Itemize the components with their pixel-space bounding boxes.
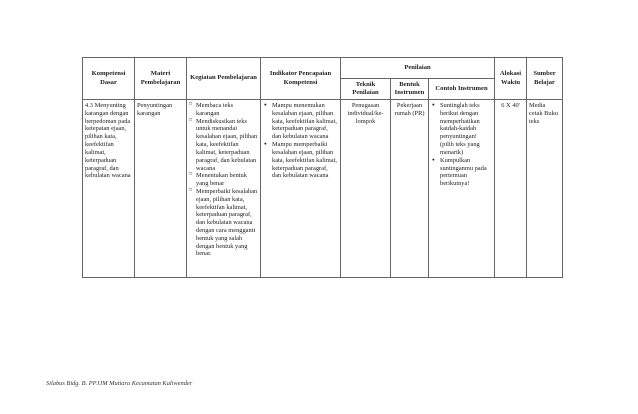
header-indikator: Indikator Pencapaian Kompetensi <box>261 58 341 100</box>
header-sumber: Sumber Belajar <box>527 58 563 100</box>
header-alokasi: Alokasi Waktu <box>495 58 527 100</box>
list-item: ● Kumpulkan suntinganmu pada pertemuan berikutnya! <box>431 157 492 188</box>
cell-teknik: Penugasan individual/ke-lompok <box>341 100 391 278</box>
header-kegiatan: Kegiatan Pembelajaran <box>187 58 261 100</box>
header-contoh: Contoh Instrumen <box>429 79 495 100</box>
header-row <box>83 58 563 79</box>
page-footer: Silabus Bidg. B. PPJJM Mutiara Kecamatan Kaliwender <box>46 380 193 387</box>
list-item: □ Mendiskusikan teks untuk menandai kesalahan ejaan, pilihan kata, keefektifan kalimat, keterpaduan paragraf, dan kebulatan wacana <box>189 118 258 173</box>
cell-bentuk: Pekerjaan rumah (PR) <box>391 100 429 278</box>
list-item: ● Mampu menemukan kesalahan ejaan, pilihan kata, keefektifan kalimat, keterpaduan paragraf, dan kebulatan wacana <box>263 102 338 141</box>
header-penilaian: Penilaian <box>341 58 495 79</box>
list-item: □ Menentukan bentuk yang benar <box>189 172 258 188</box>
list-item: □ Memperbaiki kesalahan ejaan, pilihan kata, keefektifan kalimat, keterpaduan paragraf, dan kebulatan wacana dengan cara mengganti bentuk yang salah dengan bentuk yang benar. <box>189 188 258 258</box>
cell-contoh <box>429 100 495 278</box>
cell-indikator <box>261 100 341 278</box>
cell-materi: Penyuntingan karangan <box>135 100 187 278</box>
header-kompetensi-dasar: Kompetensi Dasar <box>83 58 135 100</box>
table-row <box>83 100 563 278</box>
list-item: ● Suntinglah teks berikut dengan memperhatikan kaidah-kaidah penyuntingan! (pilih teks yang menarik) <box>431 102 492 157</box>
header-bentuk: Bentuk Instrumen <box>391 79 429 100</box>
list-item: ● Mampu memperbaiki kesalahan ejaan, pilihan kata, keefektifan kalimat, keterpaduan paragraf, dan kebulatan wacana <box>263 141 338 180</box>
cell-kompetensi-dasar: 4.3 Menyunting karangan dengan berpedoman pada ketepatan ejaan, pilihan kata, keefektifan kalimat, keterpaduan paragraf, dan kebulatan wacana <box>83 100 135 278</box>
header-teknik: Teknik Penilaian <box>341 79 391 100</box>
header-materi: Materi Pembelajaran <box>135 58 187 100</box>
syllabus-table <box>82 57 563 278</box>
cell-alokasi: 6 X 40' <box>495 100 527 278</box>
cell-sumber: Media cetak Buku teks <box>527 100 563 278</box>
cell-kegiatan <box>187 100 261 278</box>
list-item: □ Membaca teks karangan <box>189 102 258 118</box>
